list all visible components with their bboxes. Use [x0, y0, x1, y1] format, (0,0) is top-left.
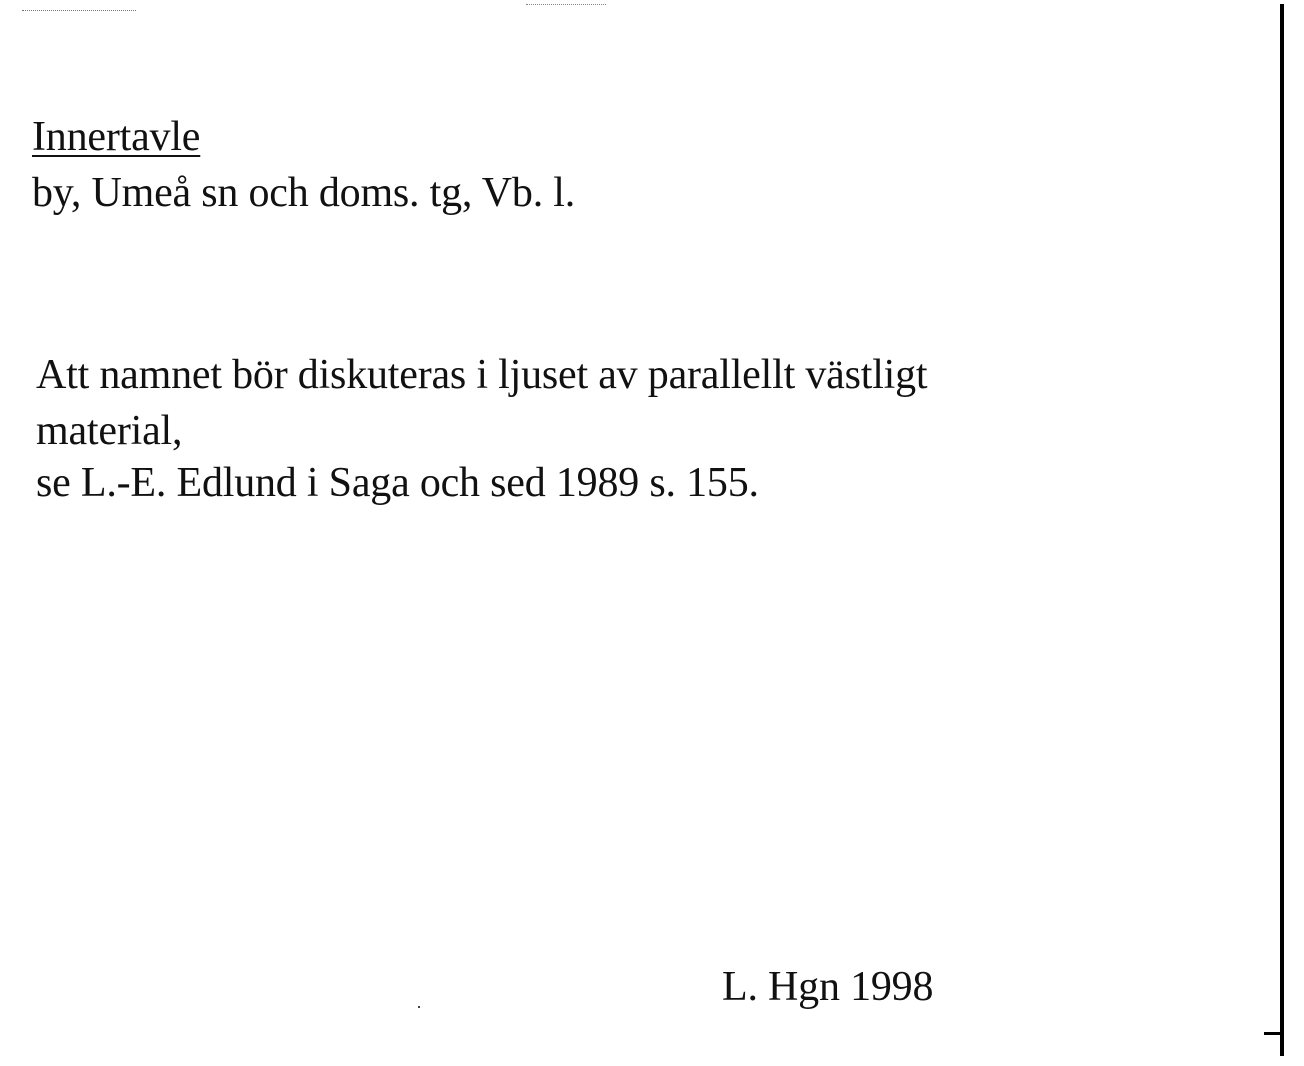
- note-line: material,: [36, 408, 183, 454]
- scan-artifact: [526, 4, 606, 5]
- place-location-line: by, Umeå sn och doms. tg, Vb. l.: [32, 170, 576, 216]
- place-name-heading: Innertavle: [32, 114, 201, 160]
- author-signature: L. Hgn 1998: [722, 964, 934, 1010]
- card-edge-line: [1280, 4, 1284, 1056]
- scan-artifact: [22, 10, 136, 11]
- note-line: Att namnet bör diskuteras i ljuset av parallellt västligt: [36, 352, 928, 398]
- note-line: se L.-E. Edlund i Saga och sed 1989 s. 155.: [36, 460, 759, 506]
- card-edge-tick: [1264, 1032, 1284, 1035]
- scan-speck: [418, 1006, 420, 1008]
